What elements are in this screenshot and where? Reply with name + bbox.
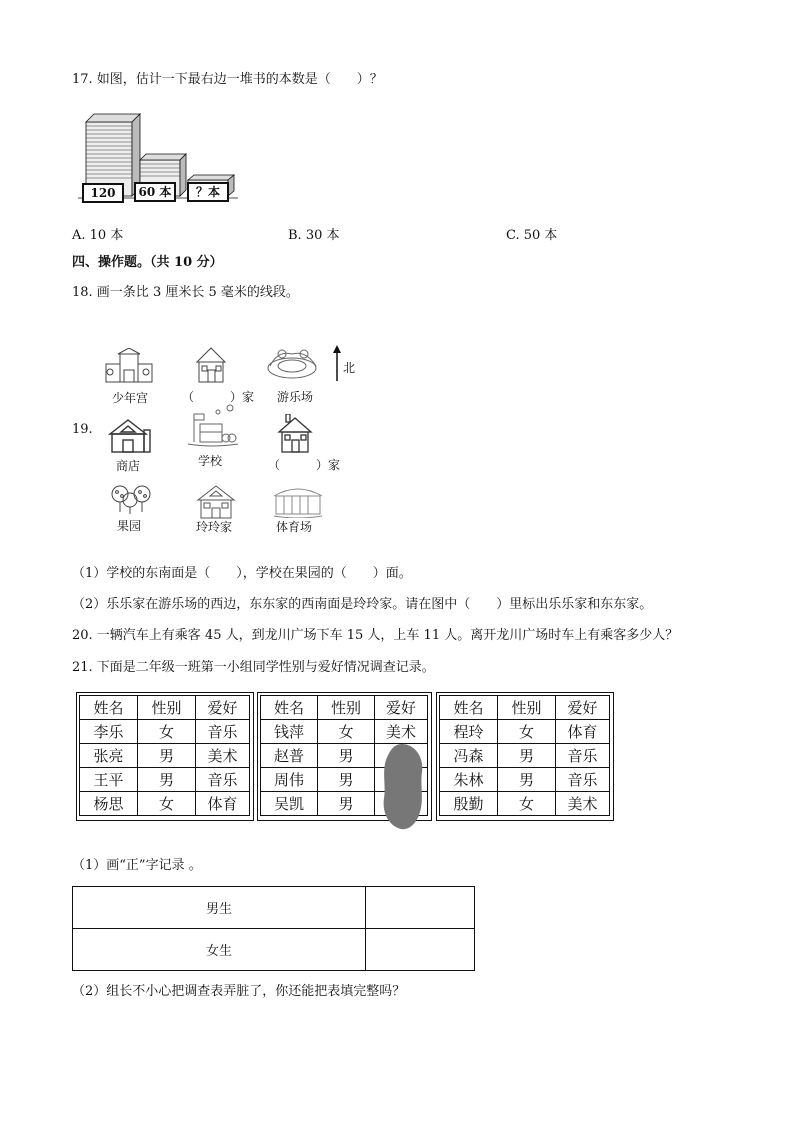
cell-name: 王平 [80,768,138,792]
q20-text: 20. 一辆汽车上有乘客 45 人，到龙川广场下车 15 人，上车 11 人。离开龙川广场时车上有乘客多少人？ [72,628,679,643]
header-gender: 性别 [318,696,375,720]
cell-gender: 女 [138,792,196,816]
header-gender: 性别 [138,696,196,720]
header-name: 姓名 [261,696,318,720]
cell-gender: 女 [318,720,375,744]
cell-name: 杨思 [80,792,138,816]
tally-table [72,886,475,971]
amusement-park-icon [264,346,322,382]
survey-table-1 [79,695,250,816]
q17-option-b[interactable]: B. 30 本 [288,228,340,243]
tally-row-label: 男生 [73,887,366,929]
cell-name: 程玲 [440,720,498,744]
cell-gender: 女 [138,720,196,744]
lingling-home-icon [196,484,236,520]
cell-name: 张亮 [80,744,138,768]
cell-name: 赵普 [261,744,318,768]
house-2-icon [276,414,314,454]
shop-label: 商店 [116,459,141,473]
cell-name: 朱林 [440,768,498,792]
q19-sub2: （2）乐乐家在游乐场的西边，东东家的西南面是玲玲家。请在图中（ ）里标出乐乐家和东东家。 [72,597,653,612]
header-hobby: 爱好 [375,696,428,720]
cell-hobby: 音乐 [556,768,610,792]
shop-icon [108,418,152,454]
cell-hobby: 体育 [196,792,250,816]
north-label: 北 [343,361,356,375]
header-name: 姓名 [80,696,138,720]
cell-hobby: 美术 [196,744,250,768]
cell-name: 吴凯 [261,792,318,816]
stack-label-60: 60 本 [134,182,176,202]
cell-gender: 男 [138,744,196,768]
cell-name: 殷勤 [440,792,498,816]
north-arrow-icon [332,345,342,381]
q21-sub1: （1）画“正”字记录 。 [72,858,202,873]
survey-table-3 [439,695,610,816]
q21-text: 21. 下面是二年级一班第一小组同学性别与爱好情况调查记录。 [72,660,435,675]
amusement-park-label: 游乐场 [277,390,314,404]
header-name: 姓名 [440,696,498,720]
cell-gender: 女 [498,720,556,744]
cell-gender: 男 [138,768,196,792]
section-title: 四、操作题。（共 10 分） [72,255,223,270]
youth-palace-label: 少年宫 [112,391,149,405]
cell-gender: 男 [318,768,375,792]
cell-hobby: 体育 [556,720,610,744]
cell-gender: 男 [318,744,375,768]
youth-palace-icon [102,348,154,384]
header-hobby: 爱好 [556,696,610,720]
stack-label-unknown: ？本 [187,182,229,202]
stack-label-120: 120 [82,183,124,203]
school-icon [188,402,238,448]
cell-hobby: 音乐 [196,720,250,744]
cell-name: 周伟 [261,768,318,792]
header-gender: 性别 [498,696,556,720]
stadium-label: 体育场 [276,520,313,534]
tally-row-label: 女生 [73,929,366,971]
cell-hobby: 音乐 [556,744,610,768]
cell-gender: 女 [498,792,556,816]
cell-gender: 男 [318,792,375,816]
header-hobby: 爱好 [196,696,250,720]
cell-hobby: 美术 [556,792,610,816]
q17-option-c[interactable]: C. 50 本 [506,228,558,243]
cell-gender: 男 [498,768,556,792]
tally-answer-cell[interactable] [366,929,475,971]
stadium-icon [272,484,324,518]
cell-name: 冯森 [440,744,498,768]
blank-home-2-label[interactable]: （ ）家 [268,458,341,472]
cell-name: 钱萍 [261,720,318,744]
q21-sub2: （2）组长不小心把调查表弄脏了，你还能把表填完整吗？ [72,984,406,999]
cell-gender: 男 [498,744,556,768]
cell-name: 李乐 [80,720,138,744]
q17-text: 17. 如图，估计一下最右边一堆书的本数是（ ）？ [72,72,383,87]
orchard-label: 果园 [117,519,142,533]
cell-hobby: 音乐 [196,768,250,792]
lingling-home-label: 玲玲家 [196,520,233,534]
school-label: 学校 [198,454,223,468]
tally-answer-cell[interactable] [366,887,475,929]
q19-sub1: （1）学校的东南面是（ ），学校在果园的（ ）面。 [72,566,412,581]
house-icon [194,346,228,384]
q18-text: 18. 画一条比 3 厘米长 5 毫米的线段。 [72,285,299,300]
q19-number: 19. [72,422,93,437]
ink-stain [380,742,426,832]
cell-hobby: 美术 [375,720,428,744]
orchard-icon [108,484,156,516]
q17-option-a[interactable]: A. 10 本 [72,228,124,243]
blank-home-1-label[interactable]: （ ）家 [182,390,255,404]
